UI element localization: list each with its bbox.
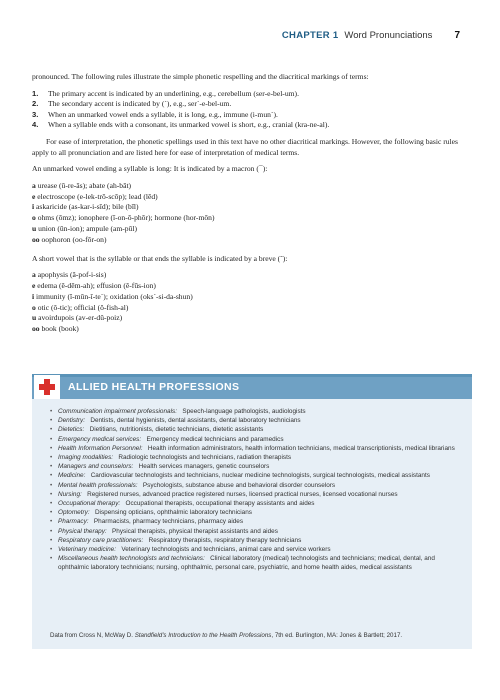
- long-vowel-examples: [32, 181, 472, 246]
- example-line: i askaricide (as-kar-i-sīd); bile (bīl): [32, 202, 139, 212]
- short-vowel-examples: [32, 270, 472, 335]
- list-item: • Physical therapy: Physical therapists, physical therapist assistants and aides: [50, 527, 460, 536]
- interpretation-paragraph: For ease of interpretation, the phonetic spellings used in this text have no other diacritical markings. However, the following basic rules apply to all pronunciation and are listed here for ease of interpretation of medical terms.: [32, 136, 458, 157]
- list-item: • Managers and counselors: Health services managers, genetic counselors: [50, 462, 460, 471]
- list-item: • Miscellaneous health technologists and technicians: Clinical laboratory (medical) technologists and technicians; medical, dental, and ophthalmic laboratory technicians; nursing, ophthalmic, personal care, psychiatric, and home health aides, medical assistants: [50, 554, 460, 572]
- list-item: • Nursing: Registered nurses, advanced practice registered nurses, licensed practical nurses, licensed vocational nurses: [50, 490, 460, 499]
- example-line: oo oophoron (oo-fōr-on): [32, 234, 107, 244]
- list-item: • Occupational therapy: Occupational therapists, occupational therapy assistants and aides: [50, 499, 460, 508]
- example-line: i immunity (ĭ-mūn-ĭ-te´); oxidation (oks´-si-da-shun): [32, 291, 193, 301]
- list-item: • Health Information Personnel: Health information administrators, health information technicians, medical transcriptionists, medical librarians: [50, 444, 460, 453]
- list-item: • Dentistry: Dentists, dental hygienists, dental assistants, dental laboratory technicians: [50, 416, 460, 425]
- list-item: • Imaging modalities: Radiologic technologists and technicians, radiation therapists: [50, 453, 460, 462]
- list-item: • Communication impairment professionals: Speech-language pathologists, audiologists: [50, 407, 460, 416]
- running-header: [282, 30, 460, 41]
- example-line: u union (ūn-ion); ampule (am-pūl): [32, 223, 138, 233]
- page-number: 7: [454, 30, 460, 41]
- example-line: u avoirdupois (av-er-dŭ-poiz): [32, 313, 123, 323]
- rule-item: 1. The primary accent is indicated by an underlining, e.g., cerebellum (ser-e-bel-um).: [32, 88, 299, 98]
- list-item: • Emergency medical services: Emergency medical technicians and paramedics: [50, 435, 460, 444]
- rule-item: 2. The secondary accent is indicated by (ˊ), e.g., ser´-e-bel-um.: [32, 99, 232, 109]
- rule-item: 4. When a syllable ends with a consonant, its unmarked vowel is short, e.g., cranial (kra-ne-al).: [32, 120, 330, 130]
- list-item: • Veterinary medicine: Veterinary technologists and technicians, animal care and service workers: [50, 545, 460, 554]
- list-item: • Pharmacy: Pharmacists, pharmacy technicians, pharmacy aides: [50, 517, 460, 526]
- box-header: [32, 377, 472, 399]
- example-line: a apophysis (ă-pof-i-sis): [32, 270, 107, 280]
- long-vowel-intro: An unmarked vowel ending a syllable is long: It is indicated by a macron (¯):: [32, 164, 268, 174]
- example-line: o ohms (ōmz); ionophere (ī-on-ō-phōr); hormone (hor-mōn): [32, 213, 215, 223]
- list-item: • Respiratory care practitioners: Respiratory therapists, respiratory therapy technicians: [50, 536, 460, 545]
- accent-rules-list: [32, 89, 472, 131]
- short-vowel-intro: A short vowel that is the syllable or that ends the syllable is indicated by a breve (˘):: [32, 253, 288, 263]
- chapter-title: Word Pronunciations: [344, 30, 433, 41]
- example-line: oo book (book): [32, 324, 79, 334]
- source-citation: Data from Cross N, McWay D. Standfield's Introduction to the Health Professions, 7th ed. Burlington, MA: Jones & Bartlett; 2017.: [50, 632, 403, 639]
- box-title: ALLIED HEALTH PROFESSIONS: [68, 381, 240, 393]
- list-item: • Optometry: Dispensing opticians, ophthalmic laboratory technicians: [50, 508, 460, 517]
- rule-item: 3. When an unmarked vowel ends a syllable, it is long, e.g., immune (i-mun´).: [32, 109, 278, 119]
- professions-list: [50, 407, 460, 573]
- list-item: • Mental health professionals: Psychologists, substance abuse and behavioral disorder counselors: [50, 481, 460, 490]
- chapter-label: CHAPTER 1: [281, 30, 339, 41]
- list-item: • Dietetics: Dietitians, nutritionists, dietetic technicians, dietetic assistants: [50, 425, 460, 434]
- example-line: o otic (ŏ-tic); official (ŏ-fish-al): [32, 302, 129, 312]
- allied-health-box: [32, 374, 472, 649]
- list-item: • Medicine: Cardiovascular technologists and technicians, nuclear medicine technologists, surgical technologists, medical assistants: [50, 471, 460, 480]
- example-line: a urease (ū-re-ās); abate (ah-bāt): [32, 180, 132, 190]
- body-text: [32, 72, 472, 343]
- example-line: e edema (ĕ-dēm-ah); effusion (ĕ-fūs-ion): [32, 280, 156, 290]
- medical-cross-icon: [34, 375, 60, 399]
- example-line: e electroscope (e-lek-trō-scōp); lead (lēd): [32, 191, 158, 201]
- intro-paragraph: pronounced. The following rules illustrate the simple phonetic respelling and the diacritical markings of terms:: [32, 72, 369, 81]
